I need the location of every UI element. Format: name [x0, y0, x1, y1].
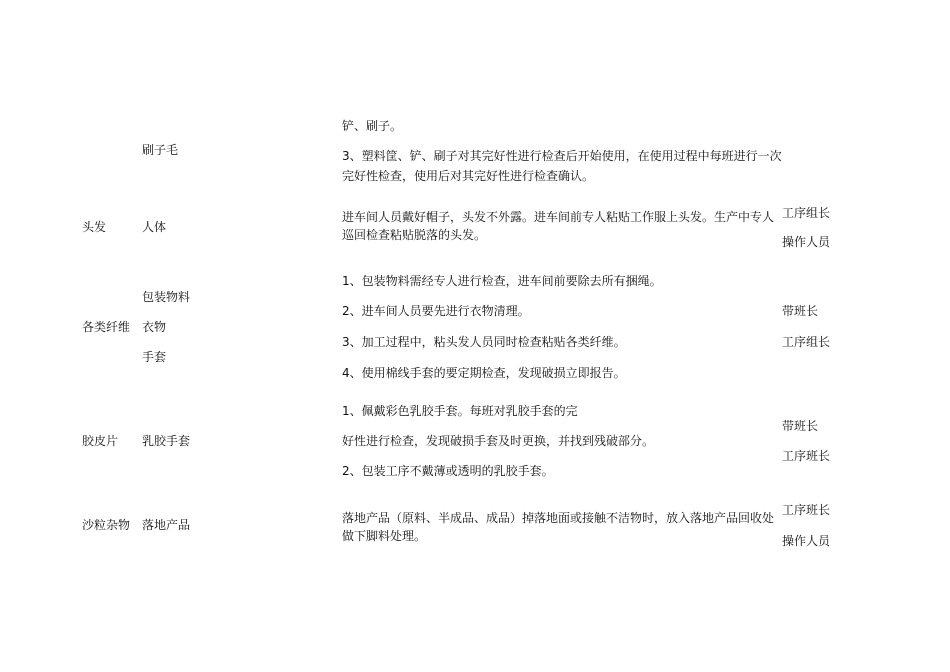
responsible-label: 工序班长	[782, 449, 831, 463]
source-label: 乳胶手套	[142, 434, 191, 448]
measure-text: 铲、刷子。	[342, 119, 403, 133]
hazard-label: 沙粒杂物	[82, 518, 131, 532]
source-label: 手套	[142, 350, 167, 364]
responsible-label: 操作人员	[782, 235, 831, 249]
measure-text: 2、进车间人员要先进行衣物清理。	[342, 304, 530, 318]
responsible-label: 工序班长	[782, 503, 831, 517]
source-label: 人体	[142, 220, 167, 234]
hazard-label: 各类纤维	[82, 320, 131, 334]
measure-text: 3、塑料筐、铲、刷子对其完好性进行检查后开始使用，在使用过程中每班进行一次完好性检查，使用后对其完好性进行检查确认。	[342, 149, 782, 183]
source-label: 衣物	[142, 320, 167, 334]
hazard-label: 胶皮片	[82, 434, 119, 448]
responsible-label: 带班长	[782, 419, 819, 433]
measure-text: 1、包装物料需经专人进行检查，进车间前要除去所有捆绳。	[342, 274, 662, 288]
measure-text: 3、加工过程中，粘头发人员同时检查粘贴各类纤维。	[342, 335, 626, 349]
measure-text: 落地产品（原料、半成品、成品）掉落地面或接触不洁物时，放入落地产品回收处做下脚料处理。	[342, 511, 775, 543]
measure-text: 1、佩戴彩色乳胶手套。每班对乳胶手套的完	[342, 404, 578, 418]
source-label: 刷子毛	[142, 143, 179, 157]
hazard-label: 头发	[82, 220, 107, 234]
measure-text: 2、包装工序不戴薄或透明的乳胶手套。	[342, 464, 554, 478]
measure-text: 进车间人员戴好帽子，头发不外露。进车间前专人粘贴工作服上头发。生产中专人巡回检查粘贴脱落的头发。	[342, 210, 775, 242]
measure-text: 好性进行检查，发现破损手套及时更换，并找到残破部分。	[342, 434, 655, 448]
responsible-label: 工序组长	[782, 206, 831, 220]
responsible-label: 操作人员	[782, 534, 831, 548]
responsible-label: 带班长	[782, 304, 819, 318]
source-label: 包装物料	[142, 290, 191, 304]
responsible-label: 工序组长	[782, 335, 831, 349]
source-label: 落地产品	[142, 518, 191, 532]
measure-text: 4、使用棉线手套的要定期检查，发现破损立即报告。	[342, 366, 626, 380]
